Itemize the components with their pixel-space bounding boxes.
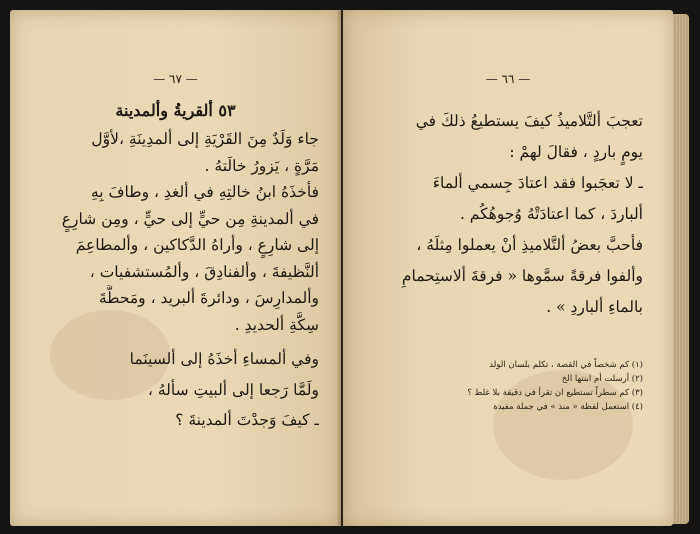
text-line: وألمدارِسَ ، ودائرةَ ألبريد ، ومَحطَّةَ	[98, 289, 319, 307]
text-line: وألفوا فرقةً سمَّوها « فرقةَ ألاستِحمامِ	[401, 267, 643, 285]
text-line: مَرَّةٍ ، يَزورُ خالَتهُ .	[204, 156, 319, 175]
text-line: يومٍ باردٍ ، فقالَ لهمْ :	[509, 143, 643, 161]
page-number-left: — ٦٧ —	[153, 72, 198, 86]
text-line: ـ لا تعجَبوا فقد اعتادَ جِسمي ألماءَ	[432, 174, 643, 192]
text-line: إلى شارِعٍ ، وأراهُ الدَّكاكين ، وألمطاعِمَ	[75, 236, 319, 254]
text-line: وفي ألمساءِ أخذَهُ إلى ألسينَما	[129, 350, 319, 368]
right-page-text	[369, 106, 643, 323]
text-line: جاء وَلَدٌ مِنَ القَرْيَةِ إلى ألمدِينَةِ ،لأوَّل	[91, 130, 319, 148]
page-number-right: — ٦٦ —	[485, 72, 531, 86]
text-line: بالماءِ ألباردِ » .	[546, 298, 643, 316]
text-line: في ألمدينةِ مِن حيٍّ إلى حيٍّ ، ومِن شارِعٍ	[61, 209, 319, 228]
text-line: سِكَّةِ ألحديدِ .	[234, 315, 319, 334]
text-line: ـ كيفَ وَجدْتَ ألمدينةَ ؟	[175, 411, 319, 429]
footnote: (٢) أرسلت أم ابنتها الخ	[561, 374, 643, 384]
footnotes	[403, 358, 643, 414]
footnote: (٤) استعمل لفظة « منذ » في جملة مفيدة	[493, 402, 643, 412]
text-line: ولَمَّا رَجعا إلى ألبيتِ سألهُ ،	[147, 380, 319, 399]
lesson-heading: ٥٣ ألقريةُ وألمدينة	[115, 101, 236, 120]
text-line: تعجبَ ألتَّلاميذُ كيفَ يستطيعُ ذلكَ في	[415, 112, 643, 130]
text-line: ألنَّظيفةَ ، وألفنادِقَ ، وألمُستشفيات ،	[89, 262, 319, 281]
footnote: (١) كم شخصاً في القصة ، تكلم بلسان الولد	[489, 360, 643, 370]
left-page	[10, 10, 341, 526]
text-line: ألباردَ ، كما اعتادَتْهُ وُجوهُكُم .	[459, 205, 643, 223]
text-line: فأحبَّ بعضُ ألتَّلاميذِ أنْ يعملوا مِثلَهُ ،	[416, 236, 643, 254]
left-page-text	[32, 98, 319, 434]
footnote: (٣) كم سطراً تستطيع ان تقرأ في دقيقة بلا غلط ؟	[467, 388, 643, 398]
text-line: فأخذَهُ ابنُ خالتِهِ في ألغدِ ، وطافَ بِهِ	[90, 183, 319, 201]
right-page	[343, 10, 673, 526]
page-edges	[673, 14, 689, 524]
